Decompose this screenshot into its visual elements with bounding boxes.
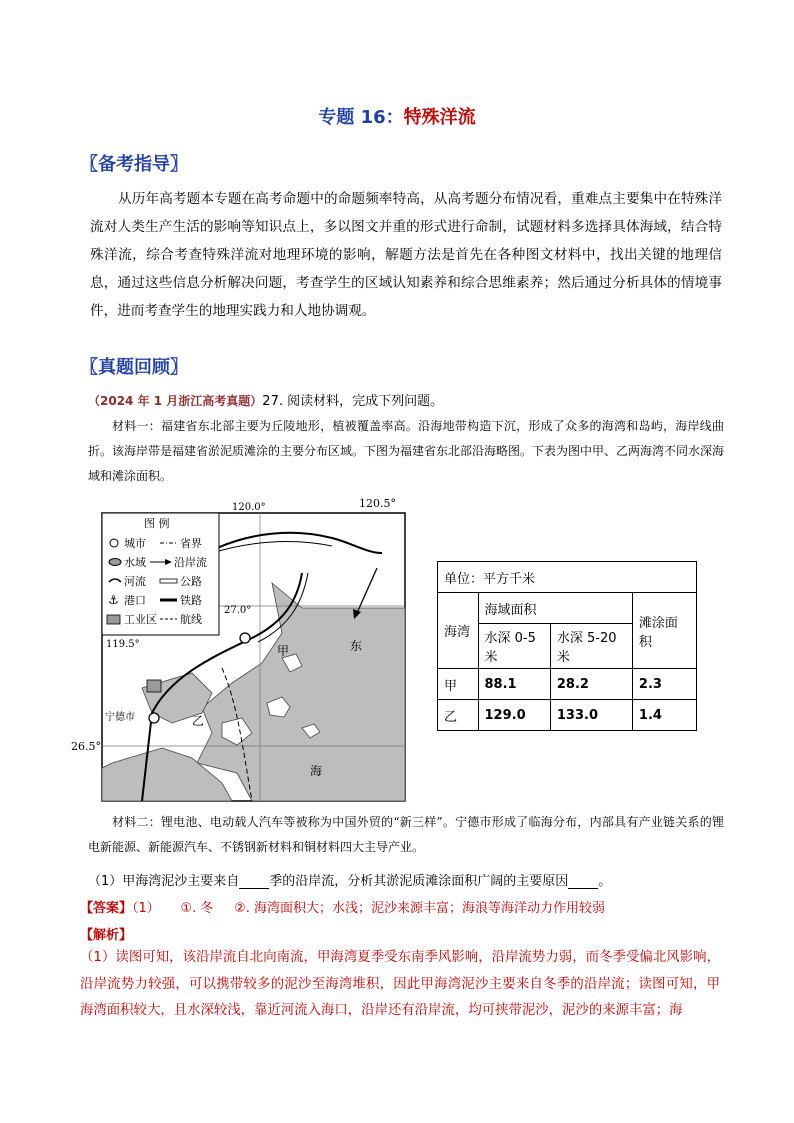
lat-26-5: 26.5° <box>71 740 101 753</box>
answer-blank[interactable] <box>239 874 269 889</box>
cell-d1: 129.0 <box>478 700 550 731</box>
title-highlight: 特殊洋流 <box>403 107 476 128</box>
cell-flat: 1.4 <box>632 700 696 731</box>
material-2: 材料二：锂电池、电动载人汽车等被称为中国外贸的“新三样”。宁德市形成了临海分布，内部具有产业链关系的锂电新能源、新能源汽车、不锈钢新材料和铜材料四大主导产业。 <box>88 815 724 854</box>
legend-water: 水域 <box>124 556 146 569</box>
cell-flat: 2.3 <box>632 669 696 700</box>
table-header-depth1: 水深 0-5 米 <box>478 624 550 669</box>
q1-part-a: （1）甲海湾泥沙主要来自 <box>88 874 240 889</box>
cell-d2: 133.0 <box>550 700 632 731</box>
answer-2: ②. 海湾面积大；水浅；泥沙来源丰富；海浪等海洋动力作用较弱 <box>234 901 605 916</box>
answer-number: （1） <box>132 901 160 916</box>
question-intro: 27. 阅读材料，完成下列问题。 <box>262 394 444 409</box>
label-dong: 东 <box>350 639 363 653</box>
question-1 <box>88 870 728 889</box>
label-ningde: 宁德市 <box>105 712 135 723</box>
legend-road: 公路 <box>180 575 202 588</box>
material-1: 材料一：福建省东北部主要为丘陵地形，植被覆盖率高。沿海地带构造下沉，形成了众多的海湾和岛屿，海岸线曲折。该海岸带是福建省淤泥质滩涂的主要分布区域。下图为福建省东北部沿海略图。下表为图中甲、乙两海湾不同水深海域和滩涂面积。 <box>88 419 725 483</box>
table-header-sea: 海域面积 <box>478 593 632 624</box>
table-header-bay: 海湾 <box>438 593 479 669</box>
legend-border: 省界 <box>180 537 202 550</box>
table-row <box>438 700 697 731</box>
legend-title: 图 例 <box>144 517 170 530</box>
lon-120: 120.0° <box>232 502 266 513</box>
lat-27: 27.0° <box>224 605 252 616</box>
label-hai: 海 <box>310 764 323 778</box>
table-row <box>438 669 697 700</box>
legend-current: 沿岸流 <box>174 556 207 569</box>
answer-label: 【答案】 <box>80 901 133 916</box>
table-unit: 单位：平方千米 <box>438 562 697 593</box>
answer-1: ①. 冬 <box>180 901 214 916</box>
analysis-text: （1）读图可知，该沿岸流自北向南流，甲海湾夏季受东南季风影响，沿岸流势力弱，而冬季受偏北风影响，沿岸流势力较强，可以携带较多的泥沙至海湾堆积，因此甲海湾泥沙主要来自冬季的沿岸流；读图可知，甲海湾面积较大，且水深较浅，靠近河流入海口，沿岸还有沿岸流，均可挟带泥沙，泥沙的来源丰富；海 <box>80 950 720 1018</box>
cell-d2: 28.2 <box>550 669 632 700</box>
title-prefix: 专题 16： <box>318 107 404 128</box>
legend-port: 港口 <box>124 594 146 607</box>
bay-area-table <box>437 561 697 731</box>
cell-bay: 甲 <box>438 669 479 700</box>
legend-city: 城市 <box>124 537 146 550</box>
lon-119-5: 119.5° <box>106 639 140 650</box>
cell-bay: 乙 <box>438 700 479 731</box>
q1-part-b: 季的沿岸流，分析其淤泥质滩涂面积广阔的主要原因 <box>269 874 569 889</box>
review-heading: 〖真题回顾〗 <box>80 357 188 378</box>
q1-part-c: 。 <box>598 874 612 889</box>
table-header-flat: 滩涂面积 <box>632 593 696 669</box>
legend-route: 航线 <box>180 613 202 626</box>
legend-river: 河流 <box>124 575 146 588</box>
question-line <box>88 390 728 409</box>
table-header-depth2: 水深 5-20 米 <box>550 624 632 669</box>
answer-blank[interactable] <box>568 874 598 889</box>
lon-120-5: 120.5° <box>359 497 396 510</box>
guide-paragraph: 从历年高考题本专题在高考命题中的命题频率特高，从高考题分布情况看，重难点主要集中在特殊洋流对人类生产生活的影响等知识点上，多以图文并重的形式进行命制，试题材料多选择具体海域，结合特殊洋流，综合考查特殊洋流对地理环境的影响，解题方法是首先在各种图文材料中，找出关键的地理信息，通过这些信息分析解决问题，考查学生的区域认知素养和综合思维素养；然后通过分析具体的情境事件，进而考查学生的地理实践力和人地协调观。 <box>90 191 722 319</box>
guide-heading: 〖备考指导〗 <box>80 154 188 175</box>
legend-industrial: 工业区 <box>124 613 157 626</box>
analysis-label: 【解析】 <box>80 928 133 943</box>
label-jia: 甲 <box>277 644 290 658</box>
answer-line <box>80 897 720 916</box>
page-title <box>0 103 794 129</box>
anchor-icon: ⚓ <box>108 593 119 607</box>
legend-railway: 铁路 <box>180 594 202 607</box>
label-yi: 乙 <box>192 714 205 728</box>
cell-d1: 88.1 <box>478 669 550 700</box>
question-source: （2024 年 1 月浙江高考真题） <box>88 394 263 408</box>
